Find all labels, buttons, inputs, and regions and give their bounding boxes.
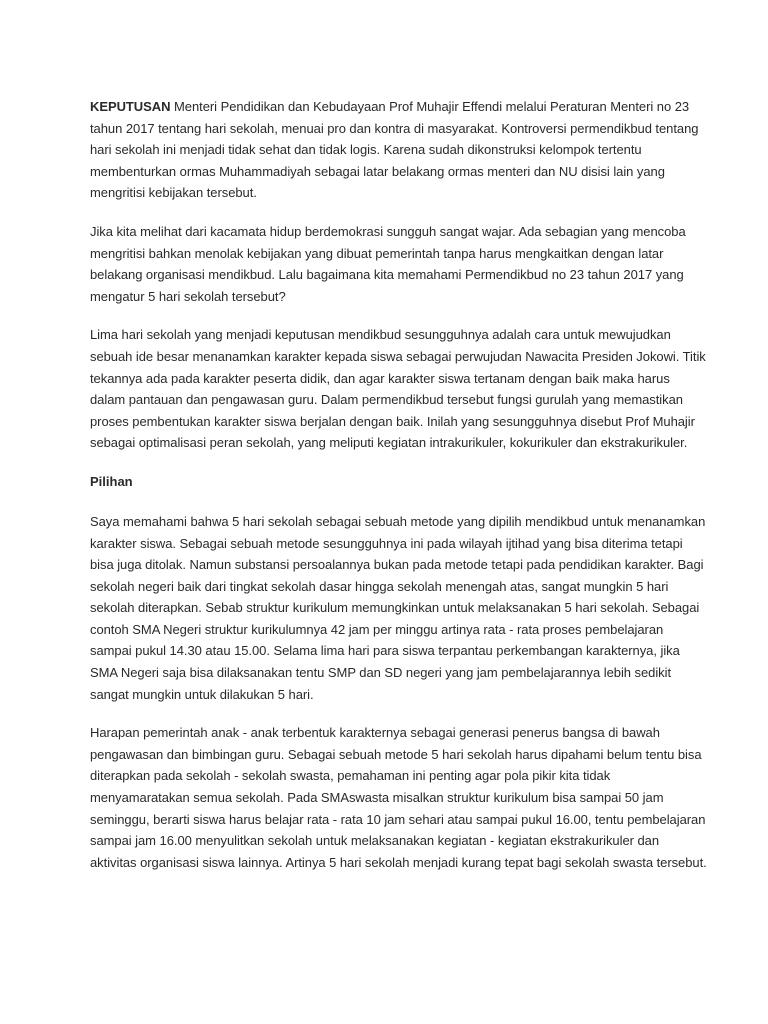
paragraph-4: Saya memahami bahwa 5 hari sekolah sebagai sebuah metode yang dipilih mendikbud untuk menanamkan karakter siswa. Sebagai sebuah metode sesungguhnya ini pada wilayah ijtihad yang bisa diterima tetapi bisa juga ditolak. Namun substansi persoalannya bukan pada metode tetapi pada pendidikan karakter. Bagi sekolah negeri baik dari tingkat sekolah dasar hingga sekolah menengah atas, sangat mungkin 5 hari sekolah diterapkan. Sebab struktur kurikulum memungkinkan untuk melaksanakan 5 hari sekolah. Sebagai contoh SMA Negeri struktur kurikulumnya 42 jam per minggu artinya rata - rata proses pembelajaran sampai pukul 14.30 atau 15.00. Selama lima hari para siswa terpantau perkembangan karakternya, jika SMA Negeri saja bisa dilaksanakan tentu SMP dan SD negeri yang jam pembelajarannya lebih sedikit sangat mungkin untuk dilakukan 5 hari. (90, 513, 706, 702)
paragraph-2: Jika kita melihat dari kacamata hidup berdemokrasi sungguh sangat wajar. Ada sebagian yang mencoba mengritisi bahkan menolak kebijakan yang dibuat pemerintah tanpa harus mengkaitkan dengan latar belakang organisasi mendikbud. Lalu bagaimana kita memahami Permendikbud no 23 tahun 2017 yang mengatur 5 hari sekolah tersebut? (90, 223, 686, 304)
paragraph-3: Lima hari sekolah yang menjadi keputusan mendikbud sesungguhnya adalah cara untuk mewujudkan sebuah ide besar menanamkan karakter kepada siswa sebagai perwujudan Nawacita Presiden Jokowi. Titik tekannya ada pada karakter peserta didik, dan agar karakter siswa tertanam dengan baik maka harus dalam pantauan dan pengawasan guru. Dalam permendikbud tersebut fungsi gurulah yang memastikan proses pembentukan karakter siswa berjalan dengan baik. Inilah yang sesungguhnya disebut Prof Muhajir sebagai optimalisasi peran sekolah, yang meliputi kegiatan intrakurikuler, kokurikuler dan ekstrakurikuler. (90, 327, 706, 451)
intro-text: Menteri Pendidikan dan Kebudayaan Prof Muhajir Effendi melalui Peraturan Menteri no 23 tahun 2017 tentang hari sekolah, menuai pro dan kontra di masyarakat. Kontroversi permendikbud tentang hari sekolah ini menjadi tidak sehat dan tidak logis. Karena sudah dikonstruksi kelompok tertentu membenturkan ormas Muhammadiyah sebagai latar belakang ormas menteri dan NU disisi lain yang mengritisi kebijakan tersebut. (90, 99, 699, 201)
lead-word: KEPUTUSAN (90, 99, 171, 114)
paragraph-5: Harapan pemerintah anak - anak terbentuk karakternya sebagai generasi penerus bangsa di bawah pengawasan dan bimbingan guru. Sebagai sebuah metode 5 hari sekolah harus dipahami belum tentu bisa diterapkan pada sekolah - sekolah swasta, pemahaman ini penting agar pola pikir kita tidak menyamaratakan semua sekolah. Pada SMAswasta misalkan struktur kurikulum bisa sampai 50 jam seminggu, berarti siswa harus belajar rata - rata 10 jam sehari atau sampai pukul 16.00, tentu pembelajaran sampai jam 16.00 menyulitkan sekolah untuk melaksanakan kegiatan - kegiatan ekstrakurikuler dan aktivitas organisasi siswa lainnya. Artinya 5 hari sekolah menjadi kurang tepat bagi sekolah swasta tersebut. (90, 725, 707, 870)
intro-paragraph (90, 96, 708, 204)
section-heading-pilihan: Pilihan (90, 473, 133, 489)
